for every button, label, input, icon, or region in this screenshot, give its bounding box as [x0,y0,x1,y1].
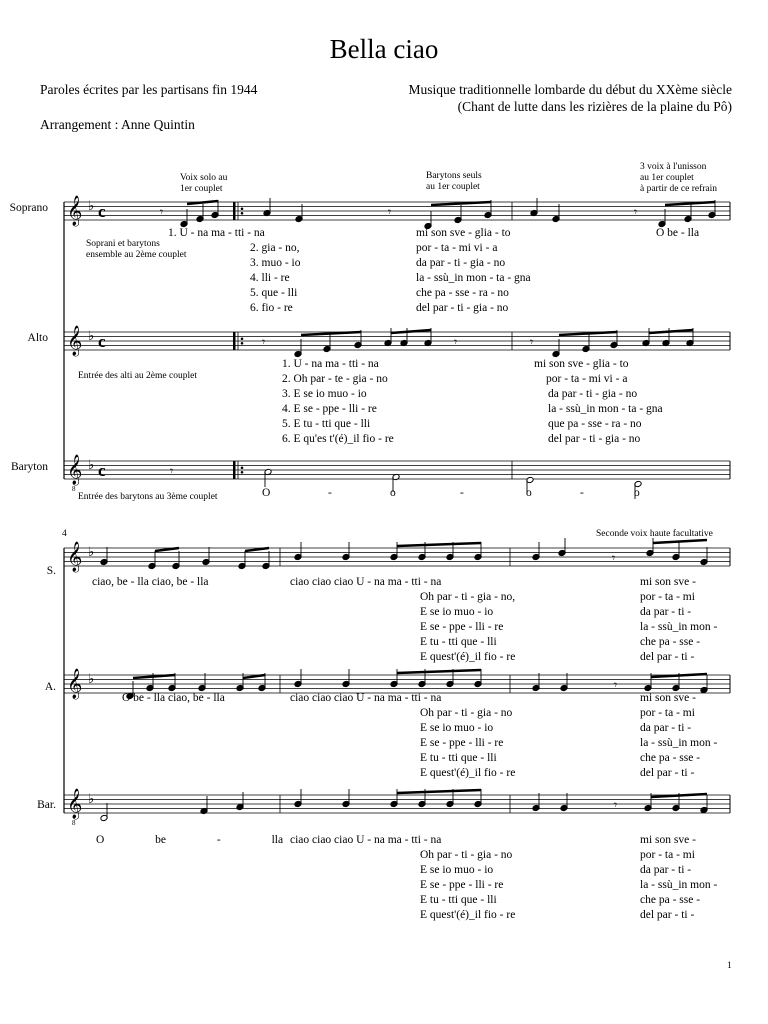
rest: 𝄾 [160,205,164,219]
lyric-line: 1. U - na ma - tti - na [168,227,265,239]
lyric-line: Oh par - ti - gia - no [420,849,513,861]
lyric-line: 3. muo - io [250,257,301,269]
lyric-line: O be - lla ciao, be - lla [122,692,225,704]
lyric-line: la - ssù_in mon - ta - gna [416,272,531,284]
lyric-line: da par - ti - gia - no [548,388,638,400]
lyric-syllable: o [634,487,640,499]
lyric-line: 1. U - na ma - tti - na [282,358,379,370]
lyric-line: ciao, be - lla ciao, be - lla [92,576,209,588]
lyric-line: da par - ti - gia - no [416,257,506,269]
annotation-barytons-entry: Entrée des barytons au 3ème couplet [78,492,218,502]
lyric-syllable: - [580,487,584,499]
lyric-line: E se - ppe - lli - re [420,737,504,749]
treble-clef: 𝄞 [67,196,83,225]
rest: 𝄾 [612,551,616,565]
lyric-line: E se io muo - io [420,606,494,618]
treble-clef: 𝄞 [67,326,83,355]
clef-octave-mark: 8 [72,485,76,493]
note-beam [651,674,707,677]
annotation-seconde-voix: Seconde voix haute facultative [596,529,713,539]
flat-sign: ♭ [88,328,95,343]
lyric-line: che pa - sse - [640,752,701,764]
lyric-line: del par - ti - gia - no [548,433,641,445]
rest: 𝄾 [388,205,392,219]
annotation-trois-voix-2: au 1er couplet [640,173,694,183]
lyric-line: E quest'(é)_il fio - re [420,767,516,779]
repeat-dot [241,466,244,469]
lyric-line: 6. E qu'es t'(é)_il fio - re [282,433,394,445]
lyric-line: E se - ppe - lli - re [420,879,504,891]
lyric-line: del par - ti - [640,651,695,663]
flat-sign: ♭ [88,544,95,559]
flat-sign: ♭ [88,791,95,806]
treble-clef: 𝄞 [67,789,83,818]
lyric-line: 2. Oh par - te - gia - no [282,373,388,385]
rest: 𝄾 [454,335,458,349]
lyric-line: 5. que - lli [250,287,298,299]
note-beam [187,201,218,204]
annotation-barytons-seuls-2: au 1er couplet [426,182,480,192]
flat-sign: ♭ [88,457,95,472]
note-beam [653,540,707,543]
rest: 𝄾 [262,335,266,349]
lyric-line: E se - ppe - lli - re [420,621,504,633]
part-name-soprano: Soprano [9,202,48,214]
part-name-baryton-short: Bar. [37,799,56,811]
lyric-line: Oh par - ti - gia - no [420,707,513,719]
annotation-barytons-seuls: Barytons seuls [426,171,482,181]
lyric-line: la - ssù_in mon - ta - gna [548,403,663,415]
lyric-line: la - ssù_in mon - [640,621,718,633]
flat-sign: ♭ [88,671,95,686]
annotation-voix-solo-2: 1er couplet [180,184,223,194]
annotation-alti: Entrée des alti au 2ème couplet [78,371,197,381]
lyric-line: E quest'(é)_il fio - re [420,651,516,663]
common-time-signature: c [98,332,106,351]
annotation-voix-solo: Voix solo au [180,173,228,183]
lyric-line: ciao ciao ciao U - na ma - tti - na [290,834,442,846]
part-name-soprano-short: S. [46,565,56,577]
annotation-trois-voix-3: à partir de ce refrain [640,184,718,194]
annotation-soprani-2: ensemble au 2ème couplet [86,250,187,260]
clef-octave-mark: 8 [72,819,76,827]
treble-clef: 𝄞 [67,542,83,571]
repeat-dot [241,212,244,215]
lyric-line: del par - ti - gia - no [416,302,509,314]
lyric-line: ciao ciao ciao U - na ma - tti - na [290,576,442,588]
lyric-line: Oh par - ti - gia - no, [420,591,516,603]
lyric-line: 3. E se io muo - io [282,388,367,400]
repeat-dot [241,337,244,340]
repeat-dot [241,207,244,210]
lyric-line: mi son sve - [640,692,696,704]
lyric-line: da par - ti - [640,722,692,734]
lyric-line: 5. E tu - tti que - lli [282,418,371,430]
repeat-thick-bar [233,332,236,350]
lyric-line: che pa - sse - ra - no [416,287,509,299]
part-name-alto: Alto [27,332,48,344]
lyric-line: del par - ti - [640,909,695,921]
music-credit: Musique traditionnelle lombarde du début du XXème siècle [408,82,732,97]
repeat-thick-bar [233,202,236,220]
note-beam [397,790,481,793]
rest: 𝄾 [614,678,618,692]
lyric-line: E se io muo - io [420,722,494,734]
lyric-line: 4. lli - re [250,272,290,284]
rest: 𝄾 [614,798,618,812]
lyrics-credit: Paroles écrites par les partisans fin 1944 [40,82,258,97]
rest: 𝄾 [170,464,174,478]
lyric-line: 4. E se - ppe - lli - re [282,403,377,415]
lyric-line: E tu - tti que - lli [420,752,497,764]
lyric-line: la - ssù_in mon - [640,737,718,749]
lyric-line: 2. gia - no, [250,242,300,254]
lyric-line: mi son sve - glia - to [534,358,629,370]
note-beam [559,332,617,335]
page-title: Bella ciao [329,34,439,64]
part-name-baryton: Baryton [10,461,48,473]
lyric-line: che pa - sse - [640,894,701,906]
lyric-line: la - ssù_in mon - [640,879,718,891]
lyric-syllable: - [460,487,464,499]
common-time-signature: c [98,461,106,480]
rest: 𝄾 [634,205,638,219]
lyric-line: por - ta - mi [640,849,695,861]
lyric-line: por - ta - mi vi - a [416,242,498,254]
repeat-dot [241,471,244,474]
lyric-line: O be - lla [96,834,284,846]
treble-clef: 𝄞 [67,455,83,484]
lyric-line: 6. fio - re [250,302,293,314]
annotation-soprani: Soprani et barytons [86,239,160,249]
lyric-syllable: o [526,487,532,499]
repeat-thick-bar [233,461,236,479]
note-beam [243,675,265,678]
lyric-syllable: - [328,487,332,499]
lyric-line: por - ta - mi [640,591,695,603]
rest: 𝄾 [530,335,534,349]
flat-sign: ♭ [88,198,95,213]
lyric-line: E tu - tti que - lli [420,894,497,906]
lyric-syllable: o [390,487,396,499]
treble-clef: 𝄞 [67,669,83,698]
lyric-line: E tu - tti que - lli [420,636,497,648]
note-beam [133,675,175,678]
lyric-line: del par - ti - [640,767,695,779]
lyric-line: que pa - sse - ra - no [548,418,642,430]
page-number: 1 [727,961,732,971]
note-beam [651,794,707,797]
lyric-line: ciao ciao ciao U - na ma - tti - na [290,692,442,704]
arrangement-credit: Arrangement : Anne Quintin [40,117,195,132]
lyric-line: mi son sve - glia - to [416,227,511,239]
lyric-line: E quest'(é)_il fio - re [420,909,516,921]
lyric-line: O be - lla [656,227,700,239]
note-beam [155,548,179,551]
repeat-dot [241,342,244,345]
note-beam [397,543,481,546]
note-beam [301,332,361,335]
note-beam [649,330,693,333]
note-beam [431,202,491,205]
note-beam [397,670,481,673]
note-beam [245,548,269,551]
lyric-line: mi son sve - [640,576,696,588]
lyric-line: mi son sve - [640,834,696,846]
lyric-line: E se io muo - io [420,864,494,876]
lyric-line: por - ta - mi [640,707,695,719]
music-credit-sub: (Chant de lutte dans les rizières de la plaine du Pô) [457,99,732,114]
lyric-line: che pa - sse - [640,636,701,648]
note-beam [665,202,715,205]
part-name-alto-short: A. [44,681,56,693]
lyric-line: da par - ti - [640,864,692,876]
measure-number: 4 [62,529,67,539]
lyric-line: da par - ti - [640,606,692,618]
lyric-line: por - ta - mi vi - a [546,373,628,385]
lyric-syllable: O [262,487,271,499]
note-beam [391,330,431,333]
annotation-trois-voix: 3 voix à l'unisson [640,162,707,172]
common-time-signature: c [98,202,106,221]
